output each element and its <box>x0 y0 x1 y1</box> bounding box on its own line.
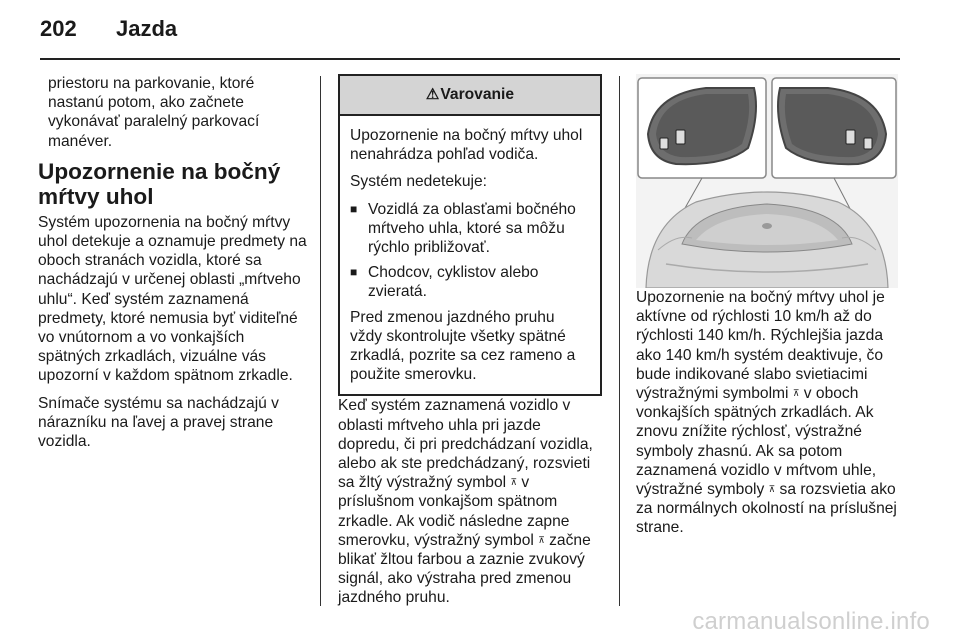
warning-text-2: Systém nedetekuje: <box>350 173 487 191</box>
warning-header <box>340 76 600 116</box>
column-3 <box>636 74 900 546</box>
text-run: v oboch vonkajších spätných zrkadlách. Ak znovu znížite rýchlosť, výstražné symboly zhasnú. Ak sa potom zaznamená vozidlo v mŕtvom uhle, výstražné symboly <box>636 385 877 499</box>
text-run: sa rozsvietia ako za normálnych okolností na príslušnej strane. <box>636 481 897 537</box>
page-number: 202 <box>40 16 77 41</box>
column-divider-1 <box>320 76 321 606</box>
blind-spot-symbol-icon: ⊼ <box>792 388 800 399</box>
column-2 <box>338 74 602 616</box>
section-title: Jazda <box>116 16 178 41</box>
paragraph-2: Snímače systému sa nachádzajú v nárazníku na ľavej a pravej strane vozidla. <box>38 394 279 451</box>
warning-bullet-text: Vozidlá za oblasťami bočného mŕtveho uhla, ktoré sa môžu rýchlo približovať. <box>368 200 576 257</box>
bullet-square-icon: ■ <box>350 265 358 280</box>
watermark: carmanualsonline.info <box>692 608 930 635</box>
column-divider-2 <box>619 76 620 606</box>
blind-spot-symbol-icon: ⊼ <box>510 477 518 488</box>
warning-text-1: Upozornenie na bočný mŕtvy uhol nenahrádza pohľad vodiča. <box>350 127 583 164</box>
header-rule <box>40 58 900 60</box>
blind-spot-symbol-icon: ⊼ <box>768 484 776 495</box>
text-run: Keď systém zaznamená vozidlo v oblasti mŕtveho uhla pri jazde dopredu, či pri predchádzaní vozidla, alebo ak ste predchádzaný, rozsvieti sa žltý výstražný symbol <box>338 397 593 492</box>
intro-text: priestoru na parkovanie, ktoré nastanú potom, ako začnete vykonávať paralelný parkovací manéver. <box>48 75 260 150</box>
column-1 <box>38 74 310 459</box>
section-heading: Upozornenie na bočný mŕtvy uhol <box>38 158 281 209</box>
text-run: Upozornenie na bočný mŕtvy uhol je aktívne od rýchlosti 10 km/h až do rýchlosti 140 km/h. Rýchlejšia jazda ako 140 km/h systém deaktivuje, čo bude indikované slabo svietiacimi výstražnými symbolmi <box>636 289 885 403</box>
paragraph-1: Systém upozornenia na bočný mŕtvy uhol detekuje a oznamuje predmety na oboch stranách vozidla, ktoré sa nachádzajú v určenej oblasti „mŕtveho uhlu“. Keď systém zaznamená predmety, ktoré nemusia byť viditeľné vo vnútornom a vo vonkajších spätných zrkadlách, vizuálne vás upozorní v každom spätnom zrkadle. <box>38 213 307 385</box>
blind-spot-symbol-icon: ⊼ <box>538 534 545 545</box>
page-header <box>40 16 177 42</box>
text-run: začne blikať žltou farbou a zaznie zvukový signál, ako výstraha pred zmenou jazdného pruhu. <box>338 531 591 607</box>
text-run: v príslušnom vonkajšom spätnom zrkadle. Ak vodič následne zapne smerovku, výstražný symbol <box>338 474 570 549</box>
warning-triangle-icon: ⚠ <box>425 86 440 103</box>
warning-bullet <box>350 200 590 258</box>
warning-box <box>338 74 602 396</box>
warning-bullet <box>350 263 590 301</box>
bullet-square-icon: ■ <box>350 201 358 216</box>
blind-spot-mirrors-illustration <box>636 74 898 288</box>
warning-bullet-text: Chodcov, cyklistov alebo zvieratá. <box>368 264 539 301</box>
warning-text-3: Pred zmenou jazdného pruhu vždy skontrolujte všetky spätné zrkadlá, pozrite sa cez rameno a použite smerovku. <box>350 308 576 384</box>
paragraph-4 <box>636 288 900 538</box>
paragraph-3 <box>338 396 602 607</box>
warning-body <box>340 116 600 394</box>
warning-title: Varovanie <box>440 86 515 103</box>
